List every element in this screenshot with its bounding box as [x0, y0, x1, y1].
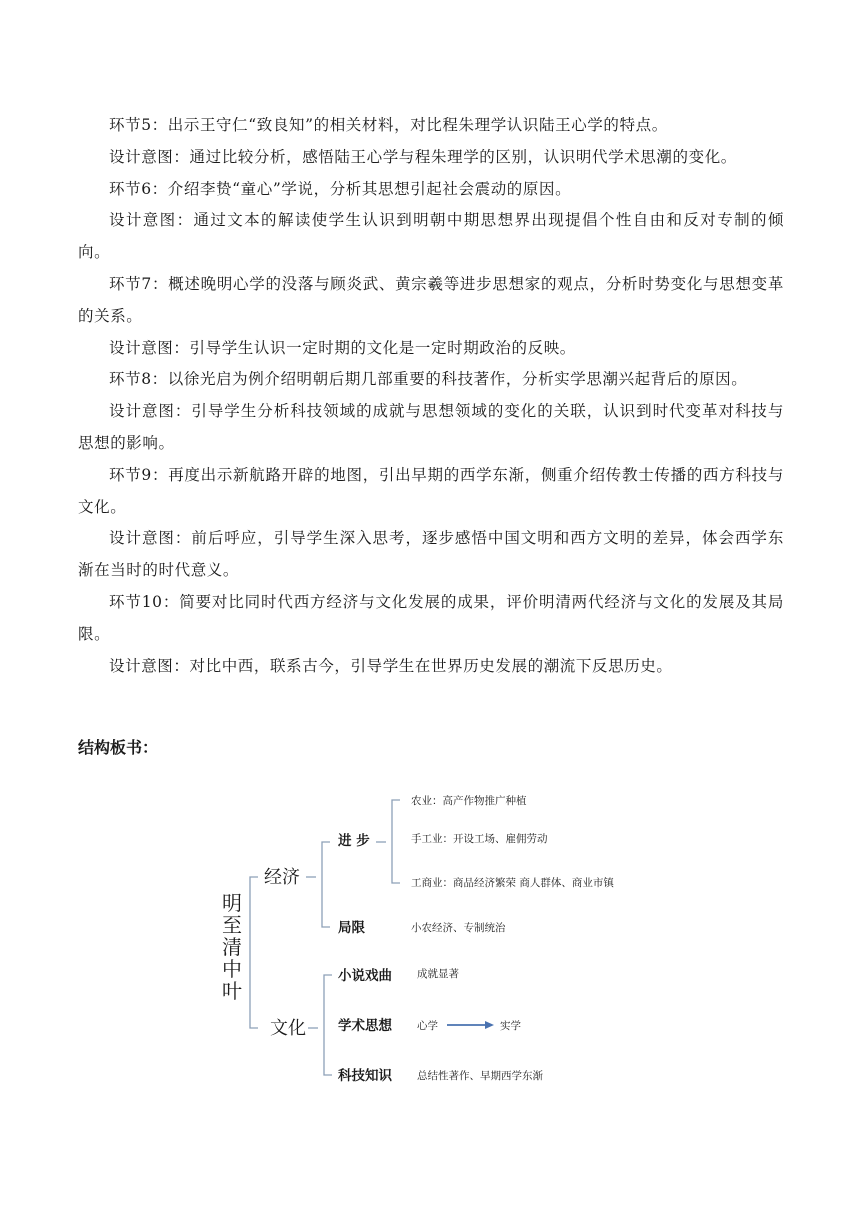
- step-6: 环节6：介绍李贽“童心”学说，分析其思想引起社会震动的原因。: [109, 179, 572, 198]
- culture-label: 文化: [270, 1018, 306, 1039]
- progress-items-bracket: [392, 800, 400, 883]
- step-10: 环节10：简要对比同时代西方经济与文化发展的成果，评价明清两代经济与文化的发展及其局限。: [78, 592, 784, 643]
- design-intent-9: 设计意图：前后呼应，引导学生深入思考，逐步感悟中国文明和西方文明的差异，体会西学东渐在当时的时代意义。: [78, 529, 784, 580]
- design-intent-5: 设计意图：通过比较分析，感悟陆王心学与程朱理学的区别，认识明代学术思潮的变化。: [109, 147, 737, 166]
- step-8: 环节8：以徐光启为例介绍明朝后期几部重要的科技著作，分析实学思潮兴起背后的原因。: [109, 370, 748, 389]
- fiction-drama-label: 小说戏曲: [338, 968, 392, 984]
- practical-learning: 实学: [500, 1020, 521, 1032]
- mind-school: 心学: [417, 1020, 438, 1032]
- step-9: 环节9：再度出示新航路开辟的地图，引出早期的西学东渐，侧重介绍传教士传播的西方科技与文化。: [78, 465, 784, 516]
- agriculture-item: 农业：高产作物推广种植: [411, 795, 527, 807]
- culture-branch-bracket: [324, 975, 332, 1075]
- design-intent-6: 设计意图：通过文本的解读使学生认识到明朝中期思想界出现提倡个性自由和反对专制的倾向。: [78, 211, 784, 262]
- lesson-steps: [78, 110, 784, 682]
- root-char-1: 明: [222, 891, 242, 915]
- root-char-5: 叶: [222, 979, 242, 1003]
- science-knowledge-label: 科技知识: [338, 1068, 392, 1084]
- root-char-2: 至: [222, 913, 242, 937]
- academic-thought-label: 学术思想: [338, 1018, 392, 1034]
- limits-text: 小农经济、专制统治: [411, 922, 506, 934]
- design-intent-7: 设计意图：引导学生认识一定时期的文化是一定时期政治的反映。: [109, 338, 576, 357]
- design-intent-10: 设计意图：对比中西，联系古今，引导学生在世界历史发展的潮流下反思历史。: [109, 656, 673, 675]
- limits-label: 局限: [338, 920, 365, 936]
- economy-branch-bracket: [322, 842, 330, 927]
- root-char-4: 中: [222, 957, 242, 981]
- science-knowledge-text: 总结性著作、早期西学东渐: [417, 1070, 543, 1082]
- section-heading: 结构板书：: [78, 738, 159, 757]
- commerce-item: 工商业：商品经济繁荣 商人群体、商业市镇: [411, 877, 614, 889]
- progress-label: 进 步: [338, 833, 370, 849]
- transition-arrow-icon: [485, 1021, 494, 1029]
- root-char-3: 清: [222, 935, 242, 959]
- step-7: 环节7：概述晚明心学的没落与顾炎武、黄宗羲等进步思想家的观点，分析时势变化与思想变革的关系。: [78, 274, 784, 325]
- fiction-drama-text: 成就显著: [417, 968, 459, 980]
- handicraft-item: 手工业：开设工场、雇佣劳动: [411, 833, 548, 845]
- root-bracket: [250, 877, 258, 1028]
- step-5: 环节5：出示王守仁“致良知”的相关材料，对比程朱理学认识陆王心学的特点。: [109, 116, 668, 134]
- economy-label: 经济: [264, 867, 300, 888]
- design-intent-8: 设计意图：引导学生分析科技领域的成就与思想领域的变化的关联，认识到时代变革对科技与思想的影响。: [78, 402, 784, 452]
